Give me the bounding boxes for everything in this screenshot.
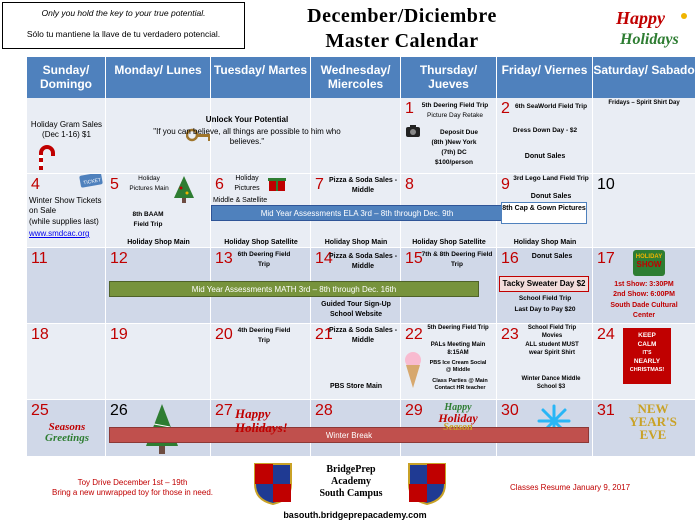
- quote-line-spanish: Sólo tu mantiene la llave de tu verdadero potencial.: [26, 29, 221, 39]
- cell-week5-sat: [593, 400, 695, 457]
- thu15-deering: 7th & 8th Deering Field Trip: [421, 251, 493, 268]
- wed21-pbs-store: PBS Store Main: [329, 383, 383, 390]
- school-line1: BridgePrep: [326, 464, 376, 475]
- christmas-tree-icon: [172, 174, 196, 204]
- cell-week1-fri: [497, 98, 593, 174]
- happy-text: Happy: [444, 402, 472, 413]
- wed7-holiday-shop: Holiday Shop Main: [324, 239, 388, 246]
- greetings-text: Greetings: [45, 432, 89, 444]
- date-4: 4: [31, 176, 40, 193]
- classes-resume-note: Classes Resume January 9, 2017: [510, 483, 631, 492]
- title-line-1: December/Diciembre: [307, 5, 497, 27]
- thu22-class-parties: Class Parties @ Main Contact HR teacher: [432, 378, 488, 391]
- quote-line-english: Only you hold the key to your true potential.: [41, 8, 206, 18]
- quote-box: [2, 2, 245, 49]
- years-text: YEAR'S: [629, 414, 677, 429]
- toy-drive-line1: Toy Drive December 1st – 19th: [77, 478, 188, 487]
- eve-text: EVE: [639, 427, 667, 442]
- cell-week4-mon: [106, 324, 211, 400]
- ice-cream-icon: [403, 350, 423, 390]
- cell-week1-sat: [593, 98, 695, 174]
- school-shield-right-icon: [407, 462, 447, 506]
- tue6-pictures: Holiday Pictures: [234, 175, 260, 192]
- toy-drive-line2: Bring a new unwrapped toy for those in need.: [52, 488, 213, 497]
- cell-week1-thu: [401, 98, 497, 174]
- ela-assessment-bar: Mid Year Assessments ELA 3rd – 8th through Dec. 9th: [211, 205, 503, 221]
- happy-holidays-art: [235, 407, 305, 435]
- fri9-lego: 3rd Lego Land Field Trip: [513, 175, 589, 182]
- date-31: 31: [597, 402, 615, 419]
- date-24: 24: [597, 326, 615, 343]
- date-15: 15: [405, 250, 423, 267]
- school-line2: Academy: [331, 476, 371, 487]
- badge-show-text: SHOW: [636, 260, 662, 269]
- date-5: 5: [110, 176, 119, 193]
- wed21-pizza: Pizza & Soda Sales - Middle: [328, 327, 398, 344]
- new-text: NEW: [637, 401, 669, 416]
- ornament-icon: [681, 13, 687, 19]
- fri2-line2: Dress Down Day - $2: [512, 127, 578, 134]
- date-10: 10: [597, 176, 615, 193]
- thu1-line6: $100/person: [435, 159, 473, 166]
- supplies-note: (while supplies last): [29, 217, 99, 226]
- header-wednesday: Wednesday/ Miercoles: [311, 57, 401, 98]
- tue20-deering: 4th Deering Field Trip: [237, 327, 291, 344]
- candy-cane-icon: [33, 144, 61, 172]
- cell-week4-sat: [593, 324, 695, 400]
- cell-week2-sun: [27, 174, 106, 248]
- cell-week4-sun: [27, 324, 106, 400]
- date-27: 27: [215, 402, 233, 419]
- header-monday: Monday/ Lunes: [106, 57, 211, 98]
- thu1-line5: (7th) DC: [441, 149, 467, 156]
- spirit-shirt-note: Fridays – Spirit Shirt Day: [608, 100, 680, 106]
- date-29: 29: [405, 402, 423, 419]
- title-line-2: Master Calendar: [325, 30, 479, 52]
- keepcalm-line1: KEEP: [638, 332, 656, 339]
- cell-week2-sat: [593, 174, 695, 248]
- thu8-holiday-shop: Holiday Shop Satellite: [412, 239, 486, 246]
- potential-title: Unlock Your Potential: [205, 115, 289, 124]
- cap-gown-text: 8th Cap & Gown Pictures: [502, 205, 586, 212]
- wed14-pizza: Pizza & Soda Sales - Middle: [328, 253, 398, 270]
- ticket-label: TICKET: [82, 177, 102, 187]
- calendar-grid: [27, 57, 695, 457]
- keepcalm-line5: CHRISTMAS!: [629, 367, 665, 373]
- mon5-holiday-shop: Holiday Shop Main: [127, 239, 190, 246]
- holiday-text: Holiday: [438, 411, 478, 425]
- winter-break-bar: Winter Break: [109, 427, 589, 443]
- mon5-pictures: Holiday Pictures Main: [129, 175, 169, 192]
- happy-holiday-season-art: [423, 403, 493, 433]
- fri2-line1: 6th SeaWorld Field Trip: [514, 103, 588, 110]
- thu1-line3: Deposit Due: [440, 129, 478, 136]
- fri16-donut: Donut Sales: [531, 253, 573, 260]
- wed7-pizza: Pizza & Soda Sales - Middle: [328, 177, 398, 194]
- season-text: Season: [443, 422, 473, 433]
- school-website-link[interactable]: basouth.bridgeprepacademy.com: [283, 510, 427, 520]
- thu22-pals: PALs Meeting Main 8:15AM: [430, 342, 486, 356]
- keepcalm-line3: IT'S: [642, 350, 652, 356]
- happy-holidays-logo: [610, 6, 696, 51]
- date-19: 19: [110, 326, 128, 343]
- fri9-holiday-shop: Holiday Shop Main: [513, 239, 577, 246]
- date-2: 2: [501, 100, 510, 117]
- thu1-line1: 5th Deering Field Trip: [421, 102, 489, 109]
- date-28: 28: [315, 402, 333, 419]
- logo-happy-text: Happy: [616, 8, 665, 28]
- date-18: 18: [31, 326, 49, 343]
- keep-calm-sign: [623, 328, 671, 384]
- date-16: 16: [501, 250, 519, 267]
- happy-holidays-text: Happy Holidays!: [235, 406, 288, 435]
- toy-drive-note: [20, 478, 245, 498]
- gift-icon: [267, 174, 287, 192]
- fri23-winter-dance: Winter Dance Middle School $3: [521, 376, 581, 390]
- seasons-text: Seasons: [48, 421, 86, 433]
- seasons-greetings-art: [31, 422, 103, 444]
- school-line3: South Campus: [319, 488, 383, 499]
- header-sunday: Sunday/ Domingo: [27, 57, 106, 98]
- holiday-gram-text: Holiday Gram Sales (Dec 1-16) $1: [30, 120, 103, 139]
- header-friday: Friday/ Viernes: [497, 57, 593, 98]
- potential-quote: "If you can believe, all things are possible to him who believes.": [153, 127, 341, 146]
- holiday-show-badge: [633, 250, 665, 276]
- new-years-eve-art: [617, 402, 689, 441]
- date-22: 22: [405, 326, 423, 343]
- date-12: 12: [110, 250, 128, 267]
- date-1: 1: [405, 100, 414, 117]
- page-title: [262, 4, 542, 54]
- header-thursday: Thursday/ Jueves: [401, 57, 497, 98]
- math-assessment-bar: Mid Year Assessments MATH 3rd – 8th through Dec. 16th: [109, 281, 479, 297]
- cell-week4-tue: [211, 324, 311, 400]
- date-9: 9: [501, 176, 510, 193]
- ticket-icon: [79, 174, 103, 188]
- fri9-donut: Donut Sales: [530, 193, 572, 200]
- date-30: 30: [501, 402, 519, 419]
- date-6: 6: [215, 176, 224, 193]
- school-name: [296, 464, 406, 500]
- date-26: 26: [110, 402, 128, 419]
- keepcalm-line2: CALM: [637, 340, 657, 348]
- fri23-movies: School Field Trip Movies: [527, 325, 577, 339]
- sat17-show2: 2nd Show: 6:00PM: [613, 291, 675, 298]
- camera-icon: [405, 124, 421, 138]
- date-7: 7: [315, 176, 324, 193]
- cell-week4-wed: [311, 324, 401, 400]
- thu22-ice-cream: PBS Ice Cream Social @ Middle: [429, 360, 487, 373]
- date-25: 25: [31, 402, 49, 419]
- cell-week3-sat: [593, 248, 695, 324]
- tacky-sweater-text: Tacky Sweater Day $2: [502, 279, 586, 288]
- tue6-middle-satellite: Middle & Satellite: [213, 197, 268, 204]
- smdcac-link[interactable]: www.smdcac.org: [29, 229, 90, 238]
- winter-show-tickets: Winter Show Tickets on Sale: [29, 196, 102, 215]
- fri2-line3: Donut Sales: [524, 153, 566, 160]
- tue13-deering: 6th Deering Field Trip: [237, 251, 291, 268]
- cell-week4-thu: [401, 324, 497, 400]
- cell-week4-fri: [497, 324, 593, 400]
- cell-week2-mon: [106, 174, 211, 248]
- date-8: 8: [405, 176, 414, 193]
- cap-gown-box: [501, 202, 587, 224]
- date-21: 21: [315, 326, 333, 343]
- date-23: 23: [501, 326, 519, 343]
- fri16-field-trip: School Field Trip: [518, 295, 572, 302]
- thu1-line2: Picture Day Retake: [427, 112, 483, 119]
- date-11: 11: [31, 250, 48, 267]
- keepcalm-line4: NEARLY: [633, 357, 661, 365]
- header-tuesday: Tuesday/ Martes: [211, 57, 311, 98]
- wed14-guided-tour: Guided Tour Sign-Up School Website: [321, 301, 391, 318]
- tue6-holiday-shop: Holiday Shop Satellite: [224, 239, 298, 246]
- badge-holiday-text: HOLIDAY: [635, 254, 663, 260]
- cell-week5-sun: [27, 400, 106, 457]
- date-13: 13: [215, 250, 233, 267]
- header-saturday: Saturday/ Sabado: [593, 57, 695, 98]
- logo-holidays-text: Holidays: [620, 31, 679, 48]
- cell-week1-sun: [27, 98, 106, 174]
- sat17-venue: South Dade Cultural Center: [610, 302, 678, 319]
- cell-week3-sun: [27, 248, 106, 324]
- mon5-baam: 8th BAAM Field Trip: [132, 211, 164, 228]
- tacky-sweater-box: [499, 276, 589, 292]
- thu1-line4: (8th )New York: [431, 139, 477, 146]
- date-17: 17: [597, 250, 615, 267]
- thu22-deering: 5th Deering Field Trip: [427, 325, 489, 331]
- school-shield-left-icon: [253, 462, 293, 506]
- fri16-last-day: Last Day to Pay $20: [514, 306, 576, 313]
- date-14: 14: [315, 250, 333, 267]
- sat17-show1: 1st Show: 3:30PM: [614, 281, 674, 288]
- fri23-spirit-shirt: ALL student MUST wear Spirit Shirt: [525, 342, 579, 356]
- date-20: 20: [215, 326, 233, 343]
